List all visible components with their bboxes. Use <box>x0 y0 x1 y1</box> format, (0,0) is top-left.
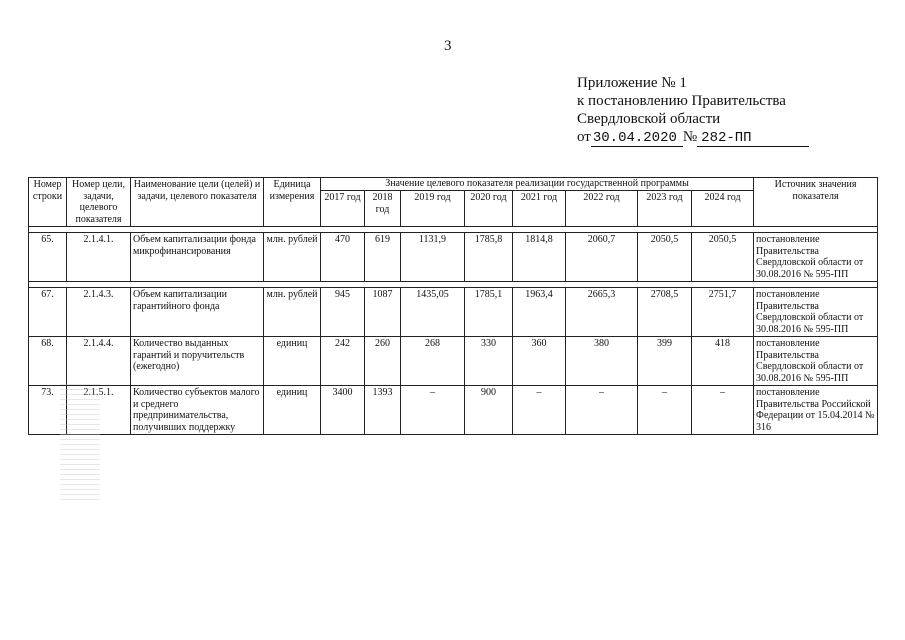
table-row <box>29 337 878 386</box>
cell-value: 619 <box>365 233 401 282</box>
cell-unit: единиц <box>264 337 321 386</box>
cell-source: постановление Правительства Российской Федерации от 15.04.2014 № 316 <box>754 386 878 435</box>
cell-value: 260 <box>365 337 401 386</box>
cell-value: 945 <box>321 288 365 337</box>
cell-value: – <box>401 386 465 435</box>
cell-value: 2751,7 <box>692 288 754 337</box>
header-values-group: Значение целевого показателя реализации государственной программы <box>321 178 754 191</box>
header-row-no: Номер строки <box>29 178 67 227</box>
appendix-title: Приложение № 1 <box>577 75 687 91</box>
appendix-date-line <box>577 128 809 147</box>
header-goal-no: Номер цели, задачи, целевого показателя <box>67 178 131 227</box>
header-unit: Единица измерения <box>264 178 321 227</box>
table-row <box>29 233 878 282</box>
cell-value: 900 <box>465 386 513 435</box>
cell-value: 242 <box>321 337 365 386</box>
cell-value: 418 <box>692 337 754 386</box>
cell-unit: млн. рублей <box>264 233 321 282</box>
appendix-block <box>577 74 809 147</box>
cell-row-no: 67. <box>29 288 67 337</box>
cell-value: 1435,05 <box>401 288 465 337</box>
cell-value: 2050,5 <box>692 233 754 282</box>
cell-source: постановление Правительства Свердловской области от 30.08.2016 № 595-ПП <box>754 233 878 282</box>
header-year: 2020 год <box>465 191 513 227</box>
header-year: 2021 год <box>513 191 566 227</box>
decree-number: 282-ПП <box>697 131 809 147</box>
cell-unit: единиц <box>264 386 321 435</box>
cell-value: 470 <box>321 233 365 282</box>
cell-goal-no: 2.1.4.4. <box>67 337 131 386</box>
cell-goal-no: 2.1.5.1. <box>67 386 131 435</box>
cell-goal-no: 2.1.4.1. <box>67 233 131 282</box>
indicators-table <box>28 177 878 435</box>
cell-unit: млн. рублей <box>264 288 321 337</box>
decree-date: 30.04.2020 <box>591 131 683 147</box>
table-row <box>29 386 878 435</box>
cell-value: 3400 <box>321 386 365 435</box>
header-year: 2024 год <box>692 191 754 227</box>
cell-value: 360 <box>513 337 566 386</box>
cell-value: 268 <box>401 337 465 386</box>
cell-value: 1087 <box>365 288 401 337</box>
faded-stamp-mark <box>60 380 100 500</box>
header-source: Источник значения показателя <box>754 178 878 227</box>
cell-name: Количество субъектов малого и среднего предпринимательства, получивших поддержку <box>131 386 264 435</box>
page-number: 3 <box>444 38 452 54</box>
cell-value: – <box>566 386 638 435</box>
header-year: 2022 год <box>566 191 638 227</box>
header-year: 2017 год <box>321 191 365 227</box>
cell-value: 2060,7 <box>566 233 638 282</box>
cell-value: – <box>692 386 754 435</box>
cell-value: 2050,5 <box>638 233 692 282</box>
cell-goal-no: 2.1.4.3. <box>67 288 131 337</box>
header-row <box>29 178 878 191</box>
cell-name: Количество выданных гарантий и поручительств (ежегодно) <box>131 337 264 386</box>
cell-row-no: 68. <box>29 337 67 386</box>
appendix-line-2: к постановлению Правительства <box>577 93 786 109</box>
table-row <box>29 288 878 337</box>
cell-row-no: 73. <box>29 386 67 435</box>
cell-source: постановление Правительства Свердловской области от 30.08.2016 № 595-ПП <box>754 288 878 337</box>
cell-value: 380 <box>566 337 638 386</box>
cell-value: 399 <box>638 337 692 386</box>
cell-name: Объем капитализации гарантийного фонда <box>131 288 264 337</box>
number-sign: № <box>682 129 698 145</box>
cell-value: 1963,4 <box>513 288 566 337</box>
cell-value: 2708,5 <box>638 288 692 337</box>
cell-value: 1785,1 <box>465 288 513 337</box>
cell-source: постановление Правительства Свердловской области от 30.08.2016 № 595-ПП <box>754 337 878 386</box>
appendix-line-3: Свердловской области <box>577 111 721 127</box>
cell-value: 1131,9 <box>401 233 465 282</box>
cell-value: 1785,8 <box>465 233 513 282</box>
cell-value: 1814,8 <box>513 233 566 282</box>
cell-value: 330 <box>465 337 513 386</box>
cell-value: 2665,3 <box>566 288 638 337</box>
header-name: Наименование цели (целей) и задачи, целевого показателя <box>131 178 264 227</box>
from-label: от <box>577 129 591 145</box>
header-year: 2019 год <box>401 191 465 227</box>
cell-value: – <box>513 386 566 435</box>
header-year: 2023 год <box>638 191 692 227</box>
header-year: 2018 год <box>365 191 401 227</box>
cell-value: – <box>638 386 692 435</box>
cell-row-no: 65. <box>29 233 67 282</box>
cell-value: 1393 <box>365 386 401 435</box>
cell-name: Объем капитализации фонда микрофинансирования <box>131 233 264 282</box>
